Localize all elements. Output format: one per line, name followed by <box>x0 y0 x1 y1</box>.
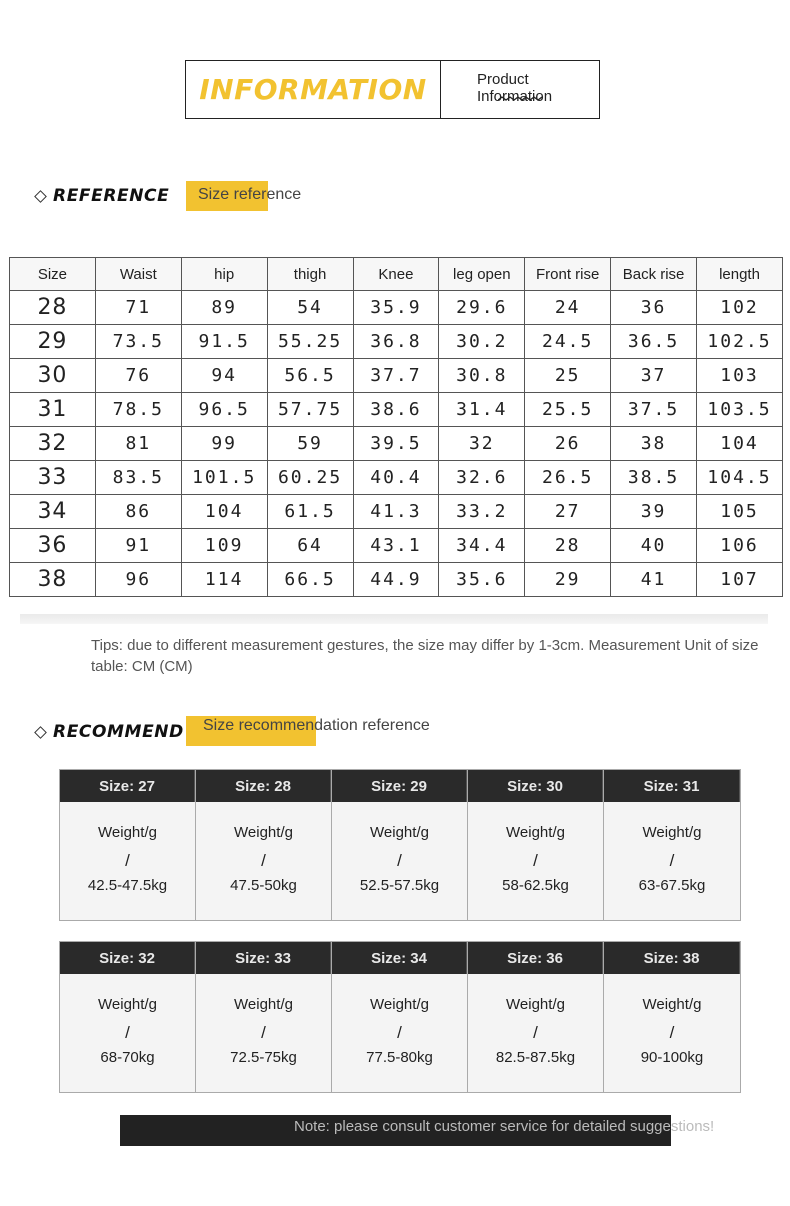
diamond-icon <box>34 726 47 739</box>
column-header: Waist <box>95 258 181 291</box>
measurement-cell: 40.4 <box>353 461 439 495</box>
measurement-cell: 78.5 <box>95 393 181 427</box>
column-header: Size <box>10 258 96 291</box>
measurement-cell: 101.5 <box>181 461 267 495</box>
weight-range: 82.5-87.5kg <box>495 1049 576 1066</box>
measurement-cell: 29.6 <box>439 291 525 325</box>
measurement-cell: 26 <box>525 427 611 461</box>
measurement-cell: 25 <box>525 359 611 393</box>
recommend-card-body <box>196 802 331 920</box>
measurement-cell: 24.5 <box>525 325 611 359</box>
size-table-body <box>10 291 783 597</box>
measurement-cell: 66.5 <box>267 563 353 597</box>
measurement-cell: 102.5 <box>697 325 783 359</box>
measurement-cell: 55.25 <box>267 325 353 359</box>
size-table <box>9 257 783 597</box>
measurement-cell: 38 <box>611 427 697 461</box>
recommend-tag <box>203 717 430 735</box>
measurement-cell: 104 <box>181 495 267 529</box>
measurement-cell: 35.9 <box>353 291 439 325</box>
recommend-card <box>196 942 332 1092</box>
recommend-card <box>332 942 468 1092</box>
separator: / <box>261 851 266 870</box>
size-cell: 34 <box>10 495 96 529</box>
measurement-cell: 39 <box>611 495 697 529</box>
recommend-size-label: Size: 28 <box>196 770 331 802</box>
table-row <box>10 325 783 359</box>
measurement-cell: 28 <box>525 529 611 563</box>
measurement-cell: 37.5 <box>611 393 697 427</box>
weight-label: Weight/g <box>370 996 429 1013</box>
measurement-cell: 94 <box>181 359 267 393</box>
measurement-cell: 37 <box>611 359 697 393</box>
separator: / <box>669 851 675 870</box>
measurement-cell: 24 <box>525 291 611 325</box>
weight-label: Weight/g <box>234 824 293 841</box>
size-cell: 31 <box>10 393 96 427</box>
weight-label: Weight/g <box>370 824 429 841</box>
information-subtitle-cell <box>441 61 599 118</box>
measurement-cell: 104 <box>697 427 783 461</box>
measurement-cell: 59 <box>267 427 353 461</box>
measurement-cell: 39.5 <box>353 427 439 461</box>
tips-text: Tips: due to different measurement gestures, the size may differ by 1-3cm. Measurement Unit of size table: CM (CM) <box>91 637 759 675</box>
recommend-card <box>604 942 740 1092</box>
weight-range: 72.5-75kg <box>230 1049 297 1066</box>
measurement-cell: 37.7 <box>353 359 439 393</box>
recommend-card <box>468 770 604 920</box>
measurement-cell: 104.5 <box>697 461 783 495</box>
weight-label: Weight/g <box>506 996 565 1013</box>
recommend-card-body <box>60 802 195 920</box>
recommend-grid-row2 <box>59 941 741 1093</box>
wave-icon <box>498 95 544 103</box>
separator: / <box>125 1023 130 1042</box>
size-cell: 36 <box>10 529 96 563</box>
measurement-cell: 103 <box>697 359 783 393</box>
information-subtitle: Product Information <box>477 71 553 105</box>
size-cell: 32 <box>10 427 96 461</box>
table-row <box>10 529 783 563</box>
size-cell: 28 <box>10 291 96 325</box>
recommend-size-label: Size: 38 <box>604 942 740 974</box>
recommend-size-label: Size: 36 <box>468 942 603 974</box>
weight-label: Weight/g <box>642 824 702 841</box>
recommend-size-label: Size: 32 <box>60 942 195 974</box>
measurement-cell: 96.5 <box>181 393 267 427</box>
recommend-card <box>60 770 196 920</box>
weight-label: Weight/g <box>642 996 702 1013</box>
recommend-card-body <box>332 802 467 920</box>
measurement-cell: 73.5 <box>95 325 181 359</box>
measurement-cell: 26.5 <box>525 461 611 495</box>
measurement-cell: 76 <box>95 359 181 393</box>
measurement-cell: 81 <box>95 427 181 461</box>
separator: / <box>533 1023 538 1042</box>
measurement-cell: 34.4 <box>439 529 525 563</box>
separator: / <box>533 851 538 870</box>
recommend-card-body <box>468 974 603 1092</box>
measurement-cell: 33.2 <box>439 495 525 529</box>
measurement-cell: 56.5 <box>267 359 353 393</box>
size-cell: 30 <box>10 359 96 393</box>
measurement-cell: 41 <box>611 563 697 597</box>
column-header: length <box>697 258 783 291</box>
table-row <box>10 461 783 495</box>
recommend-card-body <box>332 974 467 1092</box>
information-title-cell <box>186 61 441 118</box>
recommend-card-body <box>196 974 331 1092</box>
measurement-cell: 83.5 <box>95 461 181 495</box>
measurement-cell: 40 <box>611 529 697 563</box>
recommend-card-body <box>60 974 195 1092</box>
measurement-cell: 31.4 <box>439 393 525 427</box>
weight-range: 77.5-80kg <box>366 1049 433 1066</box>
separator: / <box>397 851 402 870</box>
information-title: INFORMATION <box>199 73 427 106</box>
measurement-cell: 29 <box>525 563 611 597</box>
column-header: hip <box>181 258 267 291</box>
weight-label: Weight/g <box>98 996 157 1013</box>
recommend-title: RECOMMEND <box>53 722 184 742</box>
recommend-section-label <box>36 722 184 742</box>
weight-range: 90-100kg <box>640 1049 704 1066</box>
recommend-card-body <box>604 974 740 1092</box>
measurement-cell: 91.5 <box>181 325 267 359</box>
measurement-cell: 89 <box>181 291 267 325</box>
weight-label: Weight/g <box>506 824 565 841</box>
size-table-header-row <box>10 258 783 291</box>
separator: / <box>669 1023 675 1042</box>
reference-section-label <box>36 186 169 206</box>
measurement-cell: 38.6 <box>353 393 439 427</box>
recommend-size-label: Size: 31 <box>604 770 740 802</box>
size-cell: 38 <box>10 563 96 597</box>
weight-range: 68-70kg <box>100 1049 155 1066</box>
size-cell: 29 <box>10 325 96 359</box>
recommend-card-body <box>468 802 603 920</box>
recommend-tag-text: Size recommendation reference <box>203 717 430 734</box>
table-row <box>10 563 783 597</box>
weight-range: 63-67.5kg <box>638 877 706 894</box>
measurement-cell: 32 <box>439 427 525 461</box>
table-row <box>10 427 783 461</box>
note-text: Note: please consult customer service for detailed suggestions! <box>294 1118 715 1135</box>
measurement-cell: 32.6 <box>439 461 525 495</box>
recommend-card-body <box>604 802 740 920</box>
recommend-grid-row1 <box>59 769 741 921</box>
measurement-cell: 107 <box>697 563 783 597</box>
weight-label: Weight/g <box>234 996 293 1013</box>
size-cell: 33 <box>10 461 96 495</box>
measurement-cell: 114 <box>181 563 267 597</box>
column-header: Back rise <box>611 258 697 291</box>
measurement-cell: 44.9 <box>353 563 439 597</box>
measurement-cell: 109 <box>181 529 267 563</box>
table-row <box>10 393 783 427</box>
recommend-card <box>604 770 740 920</box>
measurement-cell: 103.5 <box>697 393 783 427</box>
separator: / <box>261 1023 266 1042</box>
measurement-cell: 86 <box>95 495 181 529</box>
column-header: thigh <box>267 258 353 291</box>
recommend-card <box>60 942 196 1092</box>
measurement-cell: 60.25 <box>267 461 353 495</box>
measurement-cell: 61.5 <box>267 495 353 529</box>
weight-range: 58-62.5kg <box>502 877 569 894</box>
measurement-cell: 25.5 <box>525 393 611 427</box>
table-row <box>10 495 783 529</box>
column-header: Knee <box>353 258 439 291</box>
measurement-cell: 27 <box>525 495 611 529</box>
separator: / <box>125 851 130 870</box>
information-header <box>185 60 600 119</box>
measurement-cell: 54 <box>267 291 353 325</box>
table-row <box>10 359 783 393</box>
divider <box>20 614 768 624</box>
measurement-cell: 57.75 <box>267 393 353 427</box>
recommend-card <box>468 942 604 1092</box>
column-header: leg open <box>439 258 525 291</box>
recommend-size-label: Size: 30 <box>468 770 603 802</box>
weight-label: Weight/g <box>98 824 157 841</box>
measurement-cell: 102 <box>697 291 783 325</box>
recommend-size-label: Size: 33 <box>196 942 331 974</box>
measurement-cell: 96 <box>95 563 181 597</box>
measurement-cell: 30.2 <box>439 325 525 359</box>
reference-title: REFERENCE <box>53 186 170 206</box>
reference-tag <box>198 186 301 204</box>
measurement-cell: 64 <box>267 529 353 563</box>
weight-range: 47.5-50kg <box>230 877 297 894</box>
separator: / <box>397 1023 402 1042</box>
column-header: Front rise <box>525 258 611 291</box>
recommend-size-label: Size: 27 <box>60 770 195 802</box>
recommend-card <box>332 770 468 920</box>
measurement-cell: 36 <box>611 291 697 325</box>
measurement-cell: 38.5 <box>611 461 697 495</box>
measurement-cell: 71 <box>95 291 181 325</box>
recommend-size-label: Size: 34 <box>332 942 467 974</box>
recommend-size-label: Size: 29 <box>332 770 467 802</box>
table-row <box>10 291 783 325</box>
measurement-cell: 35.6 <box>439 563 525 597</box>
measurement-cell: 36.8 <box>353 325 439 359</box>
measurement-cell: 41.3 <box>353 495 439 529</box>
weight-range: 52.5-57.5kg <box>359 877 440 894</box>
measurement-cell: 106 <box>697 529 783 563</box>
measurement-cell: 36.5 <box>611 325 697 359</box>
measurement-cell: 99 <box>181 427 267 461</box>
measurement-cell: 30.8 <box>439 359 525 393</box>
measurement-cell: 105 <box>697 495 783 529</box>
measurement-cell: 91 <box>95 529 181 563</box>
weight-range: 42.5-47.5kg <box>87 877 168 894</box>
measurement-cell: 43.1 <box>353 529 439 563</box>
recommend-card <box>196 770 332 920</box>
reference-tag-text: Size reference <box>198 186 302 203</box>
diamond-icon <box>34 190 47 203</box>
